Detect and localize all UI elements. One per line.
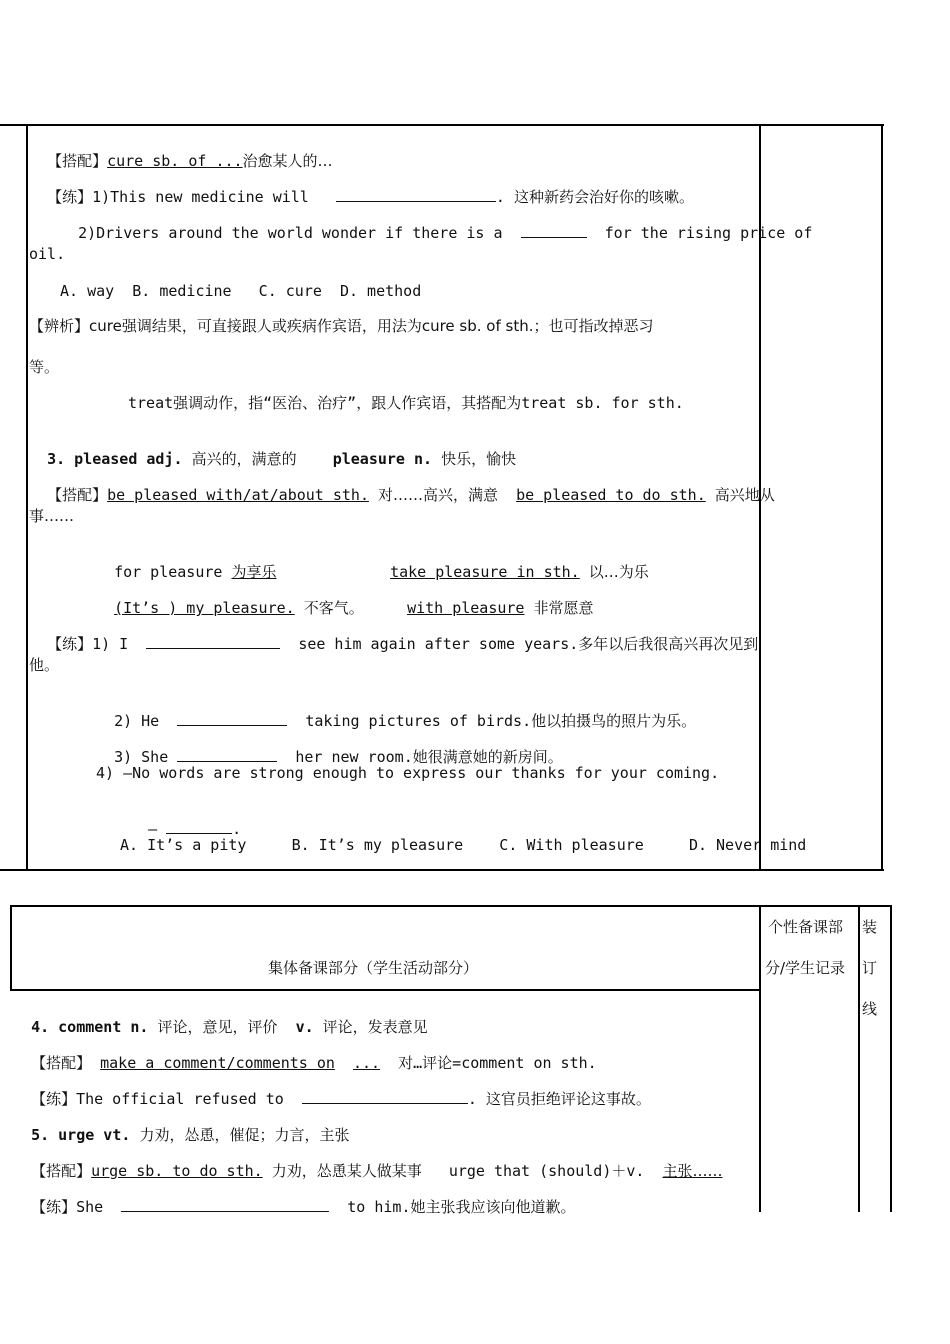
word-comment: 4. comment n. 评论，意见，评价 v. 评论，发表意见 <box>31 1018 428 1036</box>
table1-left-border <box>26 124 28 871</box>
exercise-comment: 【练】The official refused to . 这官员拒绝评论这事故。 <box>31 1090 651 1108</box>
exercise-pleased-2: 2) He taking pictures of birds.他以拍摄鸟的照片为乐。 <box>114 712 697 730</box>
answer-blank[interactable] <box>521 223 587 238</box>
side-header-line2: 分/学生记录 <box>765 959 846 977</box>
table1-right-border <box>881 124 883 871</box>
exercise-pleased-4-options: A. It’s a pity B. It’s my pleasure C. With pleasure D. Never mind <box>120 836 807 854</box>
exercise-pleased-4-answer: — . <box>148 820 242 838</box>
answer-blank[interactable] <box>336 187 496 202</box>
answer-blank[interactable] <box>302 1089 468 1104</box>
table2-right-border <box>890 905 892 1212</box>
answer-blank[interactable] <box>146 634 280 649</box>
table1-bottom-border <box>0 869 884 871</box>
phrase-with-pleasure: with pleasure 非常愿意 <box>407 599 594 617</box>
answer-blank[interactable] <box>121 1197 329 1212</box>
binding-label-1: 装 <box>862 918 878 936</box>
collocation-cure: 【搭配】cure sb. of ...治愈某人的… <box>47 152 333 170</box>
collocation-pleased-cont: 事…… <box>29 507 75 525</box>
binding-label-2: 订 <box>862 959 878 977</box>
answer-blank[interactable] <box>177 711 287 726</box>
answer-blank[interactable] <box>166 819 232 834</box>
side-header-line1: 个性备课部 <box>768 918 844 936</box>
analysis-cure-cont: 等。 <box>29 358 60 376</box>
collocation-pleased: 【搭配】be pleased with/at/about sth. 对……高兴，满意 be pleased to do sth. 高兴地从 <box>47 486 775 504</box>
table2-header-divider <box>10 989 760 991</box>
exercise-cure-2-cont: oil. <box>29 245 66 263</box>
exercise-options: A. way B. medicine C. cure D. method <box>60 282 422 300</box>
analysis-treat: treat强调动作，指“医治、治疗”，跟人作宾语，其搭配为treat sb. for sth. <box>128 394 684 412</box>
table2-left-border <box>10 905 12 991</box>
table1-top-border <box>0 124 884 126</box>
phrase-my-pleasure: (It’s ) my pleasure. 不客气。 <box>114 599 364 617</box>
table2-side-divider <box>858 905 860 1212</box>
section-title: 集体备课部分（学生活动部分） <box>268 959 479 977</box>
exercise-pleased-4: 4) —No words are strong enough to express our thanks for your coming. <box>96 764 720 782</box>
binding-label-3: 线 <box>862 1000 878 1018</box>
exercise-pleased-3: 3) She her new room.她很满意她的新房间。 <box>114 748 563 766</box>
exercise-urge: 【练】She to him.她主张我应该向他道歉。 <box>31 1198 576 1216</box>
analysis-cure: 【辨析】cure强调结果，可直接跟人或疾病作宾语，用法为cure sb. of sth.；也可指改掉恶习 <box>29 317 654 335</box>
collocation-comment: 【搭配】 make a comment/comments on ... 对…评论=comment on sth. <box>31 1054 597 1072</box>
exercise-pleased-1: 【练】1) I see him again after some years.多年以后我很高兴再次见到 <box>47 635 759 653</box>
exercise-cure-1: 【练】1)This new medicine will . 这种新药会治好你的咳嗽。 <box>47 188 694 206</box>
table2-mid-divider <box>759 905 761 1212</box>
word-pleased: 3. pleased adj. 高兴的，满意的 pleasure n. 快乐，愉快 <box>47 450 517 468</box>
collocation-urge: 【搭配】urge sb. to do sth. 力劝，怂恿某人做某事 urge that (should)＋v. 主张…… <box>31 1162 723 1180</box>
exercise-pleased-1-cont: 他。 <box>29 656 60 674</box>
phrase-for-pleasure: for pleasure 为享乐 <box>114 563 277 581</box>
phrase-take-pleasure: take pleasure in sth. 以…为乐 <box>390 563 649 581</box>
word-urge: 5. urge vt. 力劝，怂恿，催促；力言，主张 <box>31 1126 350 1144</box>
exercise-cure-2: 2)Drivers around the world wonder if there is a for the rising price of <box>78 224 813 242</box>
answer-blank[interactable] <box>177 747 277 762</box>
